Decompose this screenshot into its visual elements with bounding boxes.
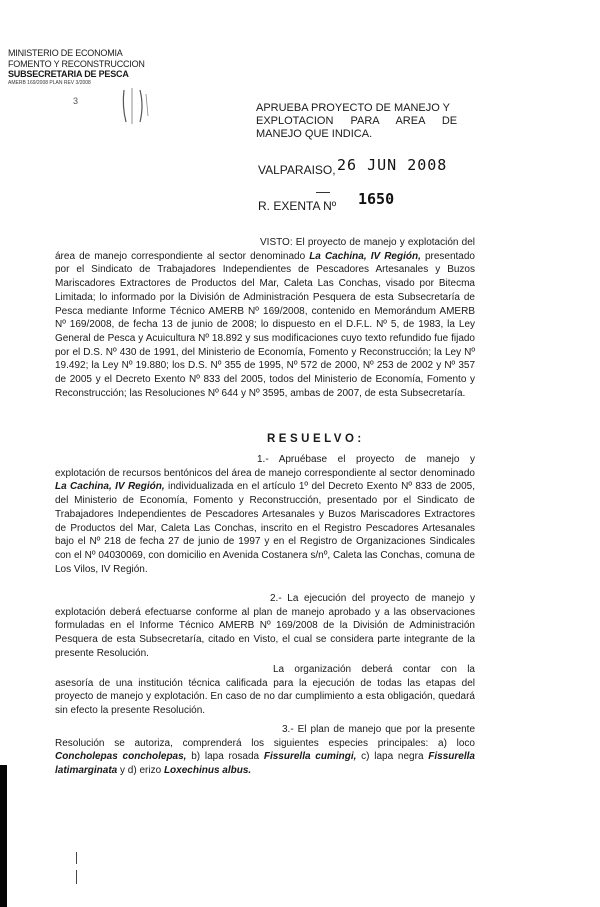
species-name: Fissurella cumingi, <box>263 751 357 763</box>
subject-line: MANEJO QUE INDICA. <box>256 128 373 140</box>
margin-tick <box>76 852 77 864</box>
letterhead-ministry: MINISTERIO DE ECONOMIA <box>8 48 123 58</box>
species-name: Fissurella latimarginata <box>55 751 475 777</box>
item-2b-paragraph <box>55 663 475 718</box>
official-seal-icon <box>118 86 154 126</box>
exenta-line <box>258 190 478 214</box>
item-2b-text: La organización deberá contar con la asesoría de una institución técnica calificada para la ejecución de todas las etapas del proyecto de manejo y explotación. En caso de no dar cumplimiento a esta obligación, quedará sin efecto la presente Resolución. <box>55 664 475 717</box>
date-label: VALPARAISO, <box>258 163 336 177</box>
species-name: Loxechinus albus. <box>163 765 252 777</box>
letterhead-department: FOMENTO Y RECONSTRUCCION <box>8 58 145 69</box>
exenta-label: R. EXENTA Nº <box>258 199 337 213</box>
visto-text: El proyecto de manejo y explotación del área de manejo correspondiente al sector denominado <box>55 237 475 262</box>
item-1-text: 1.- Apruébase el proyecto de manejo y explotación de recursos bentónicos del área de manejo correspondiente al sector denominado <box>55 454 475 479</box>
item-3-text: y d) erizo <box>117 765 164 777</box>
visto-place: La Cachina, IV Región, <box>309 250 421 262</box>
visto-paragraph <box>55 236 475 400</box>
letterhead-subsecretaria: SUBSECRETARIA DE PESCA <box>8 69 129 79</box>
resuelvo-heading: RESUELVO: <box>267 433 365 445</box>
item-1-place: La Cachina, IV Región, <box>55 481 165 493</box>
exenta-number: 1650 <box>358 190 395 208</box>
scan-edge-bar <box>0 765 7 907</box>
visto-text: presentado por el Sindicato de Trabajadores Independientes de Pescadores Artesanales y Buzos Mariscadores Extractores de Productos del Mar, Caleta Las Conchas, visado por Bitecma Limitada; lo informado por la División de Administración Pesquera de esta Subsecretaría de Pesca mediante Informe Técnico AMERB Nº 169/2008, contenido en Memorándum AMERB Nº 169/2008, de fecha 13 de junio de 2008; lo dispuesto en el D.F.L. Nº 5, de 1983, la Ley General de Pesca y Acuicultura Nº 18.892 y sus modificaciones cuyo texto refundido fue fijado por el D.S. Nº 430 de 1991, del Ministerio de Economía, Fomento y Reconstrucción; la Ley Nº 19.492; la Ley Nº 19.880; los D.S. Nº 355 de 1995, Nº 572 de 2000, Nº 253 de 2002 y Nº 357 de 2005 y el Decreto Exento Nº 833 del 2005, todos del Ministerio de Economía, Fomento y Reconstrucción; las Resoluciones Nº 644 y Nº 3595, ambas de 2007, de esta Subsecretaría. <box>55 250 475 399</box>
seal-number-mark: 3 <box>73 96 79 106</box>
item-1-paragraph <box>55 453 475 576</box>
date-line <box>258 158 478 182</box>
item-2-paragraph <box>55 592 475 661</box>
dash-mark <box>316 192 330 193</box>
item-1-text: individualizada en el artículo 1º del Decreto Exento Nº 833 de 2005, del Ministerio de Economía, Fomento y Reconstrucción, presentado por el Sindicato de Trabajadores Independientes de Pescadores Artesanales y Buzos Mariscadores Extractores de Productos del Mar, Caleta Las Conchas, inscrito en el Registro Pescadores Artesanales bajo el Nº 218 de fecha 27 de junio de 1997 y en el Registro de Organizaciones Sindicales con el Nº 04030069, con domicilio en Avenida Costanera s/nº, Caleta las Conchas, comuna de Los Vilos, IV Región. <box>55 481 475 575</box>
visto-lead: VISTO: <box>260 237 293 248</box>
resolution-subject <box>256 102 466 141</box>
item-2-text: 2.- La ejecución del proyecto de manejo y explotación deberá efectuarse conforme al plan de manejo aprobado y a las observaciones formuladas en el Informe Técnico AMERB Nº 169/2008 de la División de Administración Pesquera de esta Subsecretaría, citado en Visto, el cual se considera parte integrante de la presente Resolución. <box>55 593 475 659</box>
subject-line: APRUEBA PROYECTO DE MANEJO Y <box>256 102 450 114</box>
letterhead <box>8 48 153 87</box>
margin-tick <box>76 870 77 884</box>
item-3-text: c) lapa negra <box>356 751 429 763</box>
item-3-text: b) lapa rosada <box>186 751 264 763</box>
subject-line: EXPLOTACION PARA AREA DE <box>256 115 458 127</box>
item-3-text: 3.- El plan de manejo que por la presente Resolución se autoriza, comprenderá los siguientes especies principales: a) loco <box>55 724 475 749</box>
date-stamp: 26 JUN 2008 <box>337 156 448 174</box>
species-name: Concholepas concholepas, <box>55 751 187 763</box>
letterhead-reference: AMERB 169/2008 PLAN REV 3/2008 <box>8 79 91 86</box>
item-3-paragraph <box>55 723 475 778</box>
